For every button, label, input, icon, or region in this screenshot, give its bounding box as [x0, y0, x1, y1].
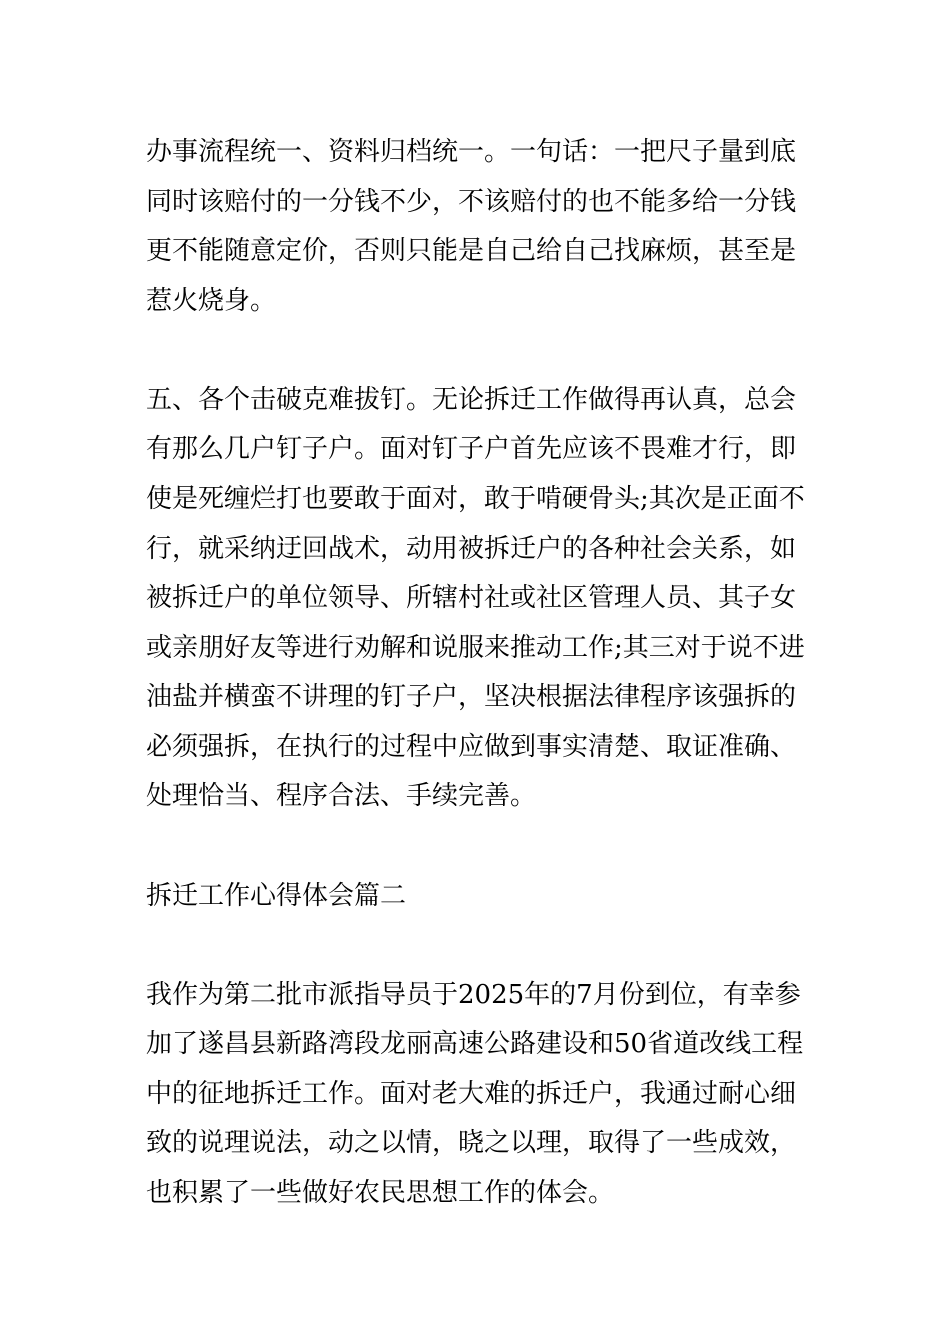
text-line: 油盐并横蛮不讲理的钉子户，坚决根据法律程序该强拆的: [146, 682, 797, 712]
text-line: 处理恰当、程序合法、手续完善。: [146, 781, 537, 811]
text-line: 也积累了一些做好农民思想工作的体会。: [146, 1178, 615, 1208]
text-line: 致的说理说法，动之以情，晓之以理，取得了一些成效，: [146, 1128, 797, 1158]
text-line: 使是死缠烂打也要敢于面对，敢于啃硬骨头;其次是正面不: [146, 484, 805, 514]
text-line: 有那么几户钉子户。面对钉子户首先应该不畏难才行，即: [146, 434, 797, 464]
heading-line: 拆迁工作心得体会篇二: [146, 881, 407, 911]
text-line: 更不能随意定价，否则只能是自己给自己找麻烦，甚至是: [146, 236, 797, 266]
text-line: 办事流程统一、资料归档统一。一句话：一把尺子量到底: [146, 137, 797, 167]
text-line: 被拆迁户的单位领导、所辖村社或社区管理人员、其子女: [146, 583, 797, 613]
text-line: 行，就采纳迂回战术，动用被拆迁户的各种社会关系，如: [146, 534, 797, 564]
text-line: 或亲朋好友等进行劝解和说服来推动工作;其三对于说不进: [146, 633, 805, 663]
text-line: 五、各个击破克难拔钉。无论拆迁工作做得再认真，总会: [146, 385, 797, 415]
text-line: 惹火烧身。: [146, 286, 277, 316]
text-line: 加了遂昌县新路湾段龙丽高速公路建设和50省道改线工程: [146, 1029, 804, 1059]
text-line: 中的征地拆迁工作。面对老大难的拆迁户，我通过耐心细: [146, 1079, 797, 1109]
text-line: 我作为第二批市派指导员于2025年的7月份到位，有幸参: [146, 980, 801, 1010]
text-line: 必须强拆，在执行的过程中应做到事实清楚、取证准确、: [146, 732, 797, 762]
text-line: 同时该赔付的一分钱不少，不该赔付的也不能多给一分钱: [146, 187, 797, 217]
